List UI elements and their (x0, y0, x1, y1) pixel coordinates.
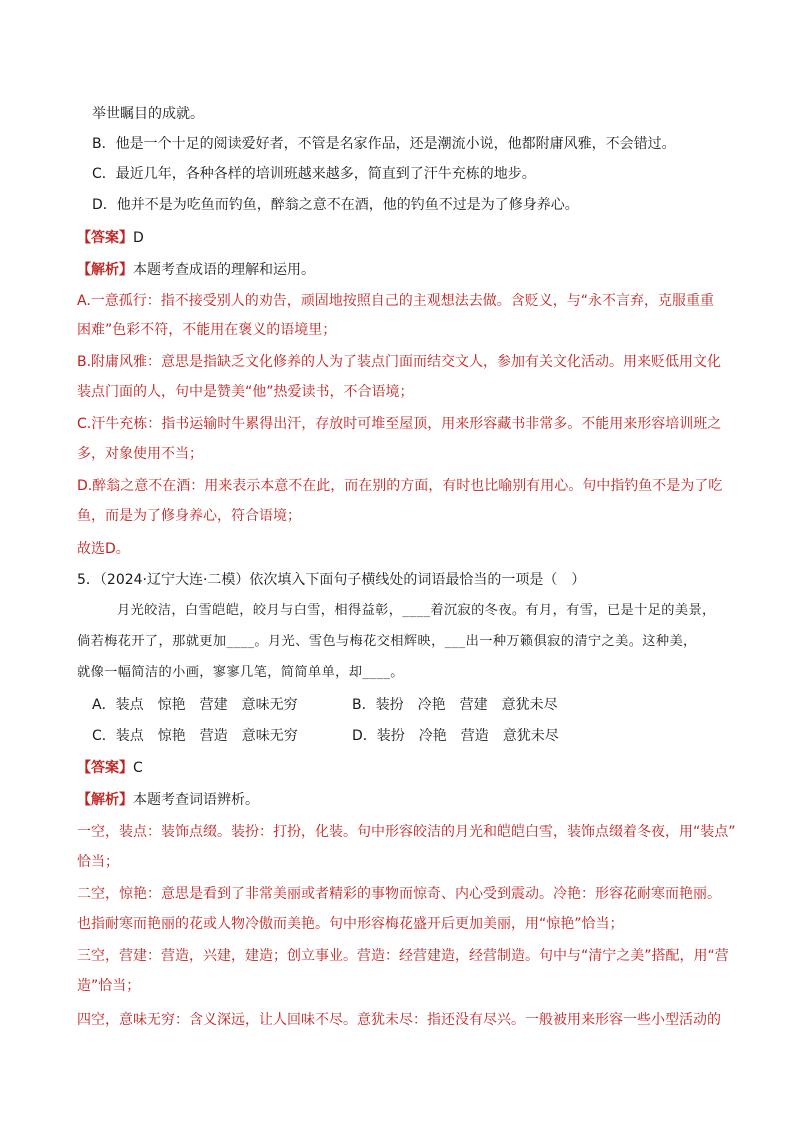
answer-line-2 (77, 758, 143, 778)
analysis-line: 造”恰当； (77, 978, 141, 994)
analysis-line: 二空，惊艳：意思是看到了非常美丽或者精彩的事物而惊奇、内心受到震动。冷艳：形容花耐寒而艳丽。 (77, 886, 721, 902)
passage-line: 就像一幅简洁的小画，寥寥几笔，简简单单，却____。 (77, 665, 404, 680)
analysis-line: 也指耐寒而艳丽的花或人物冷傲而美艳。句中形容梅花盛开后更加美丽，用“惊艳”恰当； (77, 916, 624, 932)
analysis-line: B.附庸风雅：意思是指缺乏文化修养的人为了装点门面而结交文人，参加有关文化活动。用来贬低用文化 (77, 354, 722, 370)
passage-line: 月光皎洁，白雪皑皑，皎月与白雪，相得益彰，____着沉寂的冬夜。有月，有雪，已是十足的美景， (117, 603, 716, 618)
analysis-heading-1 (77, 260, 315, 280)
analysis-line: D.醉翁之意不在酒：用来表示本意不在此，而在别的方面，有时也比喻别有用心。句中指钓鱼不是为了吃 (77, 478, 723, 494)
answer-value: C (133, 760, 143, 776)
analysis-tag: 【解析】 (77, 792, 133, 808)
analysis-line: 三空，营建：营造，兴建，建造；创立事业。营造：经营建造，经营制造。句中与“清宁之美”搭配，用“营 (77, 948, 729, 964)
q5-option-b: B．装扮 冷艳 营建 意犹未尽 (352, 697, 558, 713)
analysis-intro: 本题考查成语的理解和运用。 (133, 262, 315, 278)
analysis-tag: 【解析】 (77, 262, 133, 278)
analysis-line: 困难”色彩不符，不能用在褒义的语境里； (77, 322, 337, 338)
analysis-line: 装点门面的人，句中是赞美“他”热爱读书，不合语境； (77, 384, 414, 400)
answer-value: D (133, 230, 144, 246)
q4-option-d: D．他并不是为吃鱼而钓鱼，醉翁之意不在酒，他的钓鱼不过是为了修身养心。 (92, 197, 579, 213)
answer-tag: 【答案】 (77, 230, 133, 246)
analysis-conclusion: 故选D。 (77, 541, 130, 557)
analysis-intro: 本题考查词语辨析。 (133, 792, 259, 808)
analysis-line: 鱼，而是为了修身养心，符合语境； (77, 508, 301, 524)
analysis-line: 四空，意味无穷：含义深远，让人回味不尽。意犹未尽：指还没有尽兴。一般被用来形容一些小型活动的 (77, 1012, 721, 1028)
analysis-line: 多，对象使用不当； (77, 446, 203, 462)
passage-line: 倘若梅花开了，那就更加____。月光、雪色与梅花交相辉映，___出一种万籁俱寂的清宁之美。这种美， (77, 634, 697, 649)
q5-option-a: A．装点 惊艳 营建 意味无穷 (92, 697, 298, 713)
q4-option-a-tail: 举世瞩目的成就。 (92, 106, 204, 122)
analysis-line: A.一意孤行：指不接受别人的劝告，顽固地按照自己的主观想法去做。含贬义，与“永不言弃，克服重重 (77, 293, 715, 309)
q5-option-d: D．装扮 冷艳 营造 意犹未尽 (352, 728, 559, 744)
q4-option-c: C．最近几年，各种各样的培训班越来越多，简直到了汗牛充栋的地步。 (92, 166, 536, 182)
analysis-line: C.汗牛充栋：指书运输时牛累得出汗，存放时可堆至屋顶，用来形容藏书非常多。不能用来形容培训班之 (77, 416, 722, 432)
analysis-line: 恰当； (77, 854, 119, 870)
q4-option-b: B．他是一个十足的阅读爱好者，不管是名家作品，还是潮流小说，他都附庸风雅，不会错过。 (92, 136, 676, 152)
question-5-stem: 5．（2024·辽宁大连·二模）依次填入下面句子横线处的词语最恰当的一项是（ ） (77, 572, 586, 588)
q5-option-c: C．装点 惊艳 营造 意味无穷 (92, 728, 298, 744)
analysis-heading-2 (77, 790, 259, 810)
answer-tag: 【答案】 (77, 760, 133, 776)
analysis-line: 一空，装点：装饰点缀。装扮：打扮，化装。句中形容皎洁的月光和皑皑白雪，装饰点缀着冬夜，用“装点” (77, 824, 736, 840)
answer-line-1 (77, 228, 144, 248)
